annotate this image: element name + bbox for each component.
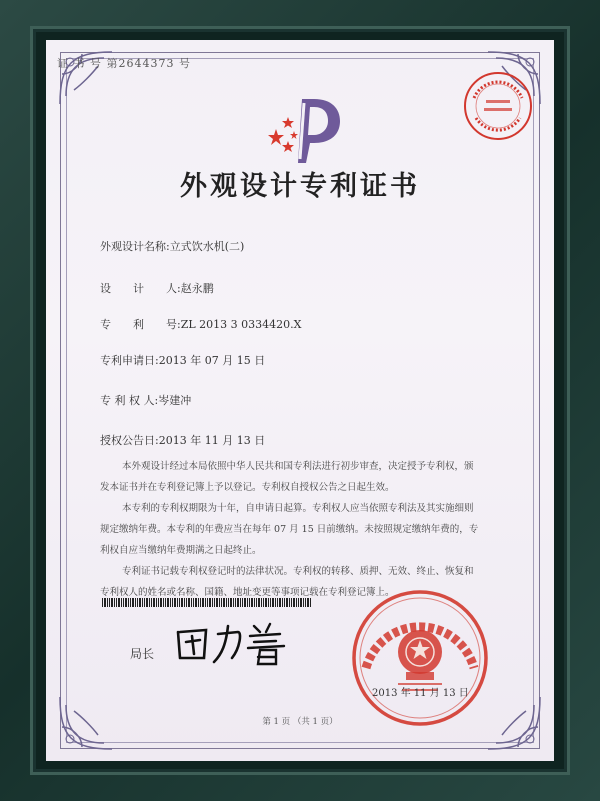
field-value: 2013 年 11 月 13 日 xyxy=(158,434,266,447)
field-application-date xyxy=(100,352,265,368)
official-seal-icon xyxy=(350,588,490,728)
field-value: ZL 2013 3 0334420.X xyxy=(180,318,302,331)
field-designer xyxy=(100,280,214,296)
field-label: 专 利 权 人: xyxy=(100,394,159,407)
field-value: 岑建冲 xyxy=(158,394,192,407)
barcode xyxy=(102,592,312,601)
seal-date: 2013 年 11 月 13 日 xyxy=(372,688,469,699)
body-paragraph-line: 本外观设计经过本局依照中华人民共和国专利法进行初步审查，决定授予专利权，颁 xyxy=(122,461,474,472)
body-paragraph-line: 本专利的专利权期限为十年，自申请日起算。专利权人应当依照专利法及其实施细则 xyxy=(122,503,474,514)
director-label: 局长 xyxy=(130,647,155,661)
field-design-name xyxy=(100,238,244,254)
field-value: 2013 年 07 月 15 日 xyxy=(158,354,266,367)
field-value: 立式饮水机(二) xyxy=(169,240,245,253)
special-seal-top-icon xyxy=(462,70,534,142)
director-signature-icon xyxy=(172,618,292,668)
field-label: 外观设计名称: xyxy=(100,240,170,253)
body-paragraph-line: 利权自应当缴纳年费期满之日起终止。 xyxy=(100,545,262,556)
field-patent-number xyxy=(100,316,301,332)
body-paragraph-line: 专利权人的姓名或名称、国籍、地址变更等事项记载在专利登记簿上。 xyxy=(100,587,395,598)
body-paragraph-line: 专利证书记载专利权登记时的法律状况。专利权的转移、质押、无效、终止、恢复和 xyxy=(122,566,474,577)
page-number: 第 1 页 （共 1 页） xyxy=(262,717,338,727)
field-label: 专 利 号: xyxy=(100,318,181,331)
field-grant-date xyxy=(100,432,265,448)
field-label: 专利申请日: xyxy=(100,354,159,367)
field-value: 赵永鹏 xyxy=(180,282,214,295)
body-paragraph-line: 发本证书并在专利登记簿上予以登记。专利权自授权公告之日起生效。 xyxy=(100,482,395,493)
body-paragraph-line: 规定缴纳年费。本专利的年费应当在每年 07 月 15 日前缴纳。未按照规定缴纳年费的，专 xyxy=(100,524,479,535)
field-patentee xyxy=(100,392,191,408)
certificate-title: 外观设计专利证书 xyxy=(180,171,420,202)
certificate-number: 证 书 号 第2644373 号 xyxy=(57,57,191,70)
field-label: 授权公告日: xyxy=(100,434,159,447)
patent-office-logo-icon xyxy=(262,93,348,167)
field-label: 设 计 人: xyxy=(100,282,181,295)
